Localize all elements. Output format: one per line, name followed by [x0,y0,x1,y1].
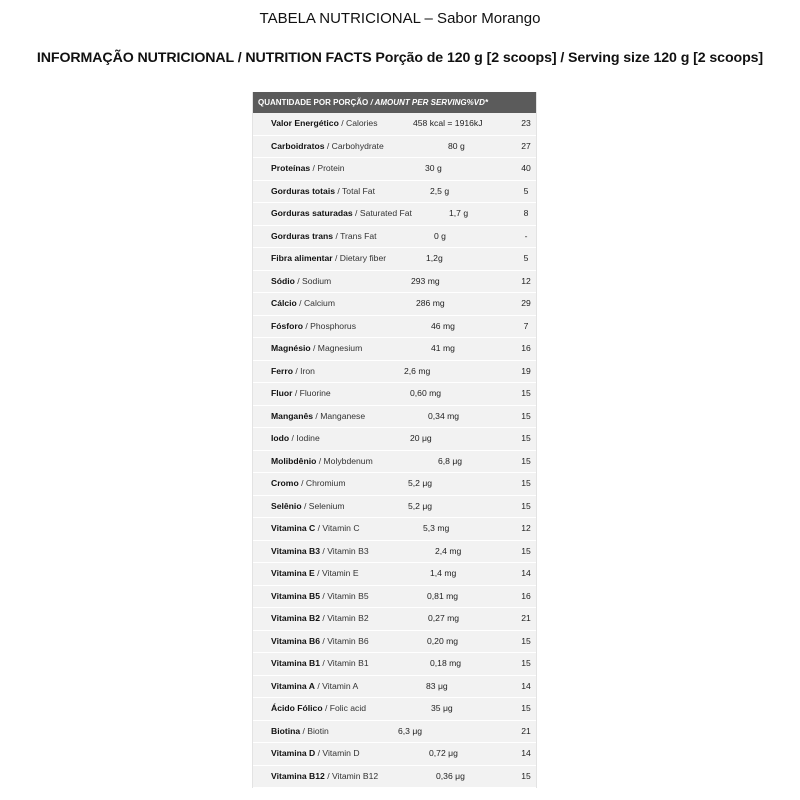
table-row [253,383,536,406]
table-row [253,406,536,429]
nutrient-amount: 20 μg [410,433,432,443]
nutrient-daily-value: 29 [521,298,531,308]
nutrient-name-en: / Vitamin B6 [320,635,369,646]
table-row [253,136,536,159]
table-row [253,451,536,474]
table-header [253,92,536,113]
nutrient-daily-value: 21 [521,725,531,736]
nutrient-name-en: / Carbohydrate [324,140,384,151]
nutrient-name [271,653,369,675]
nutrient-name-en: / Vitamin B2 [320,613,369,623]
page-title: TABELA NUTRICIONAL – Sabor Morango [259,10,541,27]
nutrient-name [271,338,362,360]
nutrient-name-en: / Calories [338,118,378,128]
table-row [253,226,536,249]
nutrient-name-pt: Fibra alimentar [271,253,333,263]
nutrient-amount: 5,3 mg [423,523,450,533]
nutrient-name [271,563,359,585]
nutrient-name [271,766,378,788]
nutrient-amount: 83 μg [426,680,448,691]
nutrient-amount: 0,81 mg [427,590,459,601]
nutrient-name-en: / Manganese [313,410,366,421]
nutrient-name [271,136,384,158]
nutrient-name-pt: Vitamina E [271,568,315,578]
nutrient-daily-value: 14 [521,568,531,578]
nutrient-name-en: / Vitamin B12 [324,770,379,781]
nutrient-daily-value: 7 [523,320,529,331]
nutrient-name [271,316,356,338]
nutrient-amount: 1,2g [426,253,443,263]
nutrient-daily-value: 16 [521,343,531,353]
nutrient-name-pt: Vitamina A [271,680,315,691]
nutrient-name-en: / Folic acid [322,703,367,713]
nutrient-amount: 6,3 μg [398,725,423,736]
nutrient-amount: 0,36 μg [436,770,465,781]
nutrient-name-pt: Ácido Fólico [271,703,323,713]
nutrient-daily-value: 23 [521,118,531,128]
table-row [253,541,536,564]
table-row [253,203,536,226]
nutrient-amount: 2,5 g [430,185,450,196]
table-row [253,698,536,721]
nutrient-daily-value: 15 [521,500,531,511]
table-row [253,428,536,451]
nutrient-name-pt: Valor Energético [271,118,339,128]
nutrient-name-pt: Vitamina B1 [271,658,321,668]
nutrient-name-pt: Cálcio [271,298,297,308]
nutrient-name-pt: Molibdênio [271,455,317,466]
nutrient-amount: 0 g [434,230,446,241]
table-row [253,608,536,631]
nutrient-daily-value: 15 [521,410,531,421]
nutrient-name [271,698,366,720]
nutrient-name [271,743,360,765]
nutrient-amount: 286 mg [416,298,445,308]
table-row [253,158,536,181]
nutrient-name [271,226,377,248]
nutrient-amount: 5,2 μg [408,478,433,488]
nutrient-name-pt: Vitamina B3 [271,545,321,556]
nutrient-daily-value: 15 [521,545,531,556]
nutrient-name [271,586,369,608]
nutrient-name [271,721,329,743]
nutrient-name-en: / Calcium [296,298,335,308]
nutrient-name [271,158,345,180]
nutrient-amount: 0,18 mg [430,658,462,668]
nutrient-name-en: / Dietary fiber [332,253,387,263]
nutrient-name [271,608,369,630]
nutrient-daily-value: 15 [521,770,531,781]
nutrient-daily-value: 8 [523,208,529,218]
nutrient-name-pt: Carboidratos [271,140,325,151]
table-row [253,338,536,361]
nutrient-name-en: / Vitamin E [314,568,359,578]
nutrient-daily-value: 5 [523,185,529,196]
nutrient-name-en: / Protein [310,163,345,173]
table-row [253,113,536,136]
nutrient-name-en: / Vitamin A [314,680,359,691]
table-row [253,316,536,339]
table-header-rest: / AMOUNT PER SERVING%VD* [368,98,488,107]
nutrient-daily-value: 15 [521,635,531,646]
nutrient-daily-value: 40 [521,163,531,173]
table-row [253,473,536,496]
nutrient-name-en: / Vitamin B3 [320,545,369,556]
nutrient-name-pt: Gorduras saturadas [271,208,353,218]
nutrient-daily-value: 15 [521,455,531,466]
nutrient-name-pt: Selênio [271,500,302,511]
nutrient-name-pt: Cromo [271,478,299,488]
nutrient-amount: 80 g [448,140,465,151]
nutrient-name-en: / Selenium [301,500,345,511]
nutrient-name-en: / Vitamin B1 [320,658,369,668]
nutrient-name-pt: Vitamina B6 [271,635,321,646]
nutrient-amount: 30 g [425,163,442,173]
table-row [253,248,536,271]
nutrient-name-en: / Total Fat [335,185,375,196]
nutrient-daily-value: 12 [521,275,531,286]
nutrient-name [271,361,315,383]
nutrient-name-en: / Phosphorus [302,320,357,331]
nutrient-name-pt: Magnésio [271,343,311,353]
table-row [253,653,536,676]
nutrient-daily-value: 12 [521,523,531,533]
nutrient-name-pt: Sódio [271,275,295,286]
table-row [253,721,536,744]
nutrient-name-pt: Gorduras totais [271,185,335,196]
nutrient-name [271,541,369,563]
nutrient-name-en: / Saturated Fat [352,208,412,218]
nutrient-name-pt: Vitamina B2 [271,613,321,623]
nutrient-daily-value: 15 [521,658,531,668]
nutrient-name-en: / Molybdenum [316,455,373,466]
nutrient-amount: 0,20 mg [427,635,459,646]
nutrient-amount: 6,8 μg [438,455,463,466]
nutrient-name [271,473,346,495]
table-row [253,743,536,766]
table-body [253,113,536,788]
table-row [253,676,536,699]
nutrient-daily-value: 16 [521,590,531,601]
nutrient-name-pt: Ferro [271,365,293,376]
nutrient-daily-value: 5 [523,253,529,263]
nutrient-name [271,631,369,653]
nutrient-name-pt: Vitamina B5 [271,590,321,601]
table-row [253,518,536,541]
nutrient-amount: 46 mg [431,320,455,331]
table-header-pt: QUANTIDADE POR PORÇÃO [258,98,369,107]
nutrient-name [271,676,358,698]
nutrient-amount: 2,4 mg [435,545,462,556]
nutrient-daily-value: 15 [521,388,531,398]
nutrient-name-pt: Gorduras trans [271,230,334,241]
nutrient-name-en: / Vitamin B5 [320,590,369,601]
nutrient-name [271,293,335,315]
nutrient-name-en: / Biotin [300,725,329,736]
table-row [253,766,536,789]
nutrient-amount: 0,72 μg [429,748,458,758]
table-row [253,631,536,654]
nutrient-name [271,406,365,428]
nutrient-name [271,113,378,135]
nutrient-name [271,271,331,293]
table-row [253,293,536,316]
nutrient-amount: 1,4 mg [430,568,457,578]
nutrient-name [271,518,360,540]
nutrient-amount: 0,27 mg [428,613,460,623]
nutrient-daily-value: 14 [521,680,531,691]
nutrition-table [252,92,537,788]
nutrient-name-pt: Biotina [271,725,301,736]
nutrient-name-en: / Iron [292,365,315,376]
table-row [253,271,536,294]
nutrient-name-pt: Vitamina B12 [271,770,325,781]
nutrient-amount: 0,34 mg [428,410,460,421]
nutrient-daily-value: 27 [521,140,531,151]
nutrient-name-en: / Chromium [298,478,346,488]
nutrient-amount: 41 mg [431,343,455,353]
nutrient-name [271,203,412,225]
nutrient-name-pt: Vitamina D [271,748,316,758]
nutrient-name-en: / Sodium [294,275,332,286]
nutrient-daily-value: 15 [521,703,531,713]
nutrient-name [271,383,331,405]
table-row [253,586,536,609]
nutrient-name-pt: Iodo [271,433,290,443]
nutrient-name-en: / Magnesium [310,343,363,353]
nutrient-amount: 1,7 g [449,208,469,218]
nutrient-amount: 458 kcal = 1916kJ [413,118,483,128]
nutrient-amount: 35 μg [431,703,453,713]
nutrient-name [271,181,375,203]
table-row [253,361,536,384]
page-subtitle: INFORMAÇÃO NUTRICIONAL / NUTRITION FACTS Porção de 120 g [2 scoops] / Serving size 120 g [2 scoops] [36,50,764,66]
nutrient-name-en: / Vitamin C [315,523,360,533]
nutrient-daily-value: 14 [521,748,531,758]
nutrient-name-pt: Fósforo [271,320,303,331]
nutrient-amount: 293 mg [411,275,440,286]
nutrient-name [271,248,386,270]
nutrient-name-en: / Fluorine [292,388,331,398]
nutrient-name-en: / Trans Fat [333,230,377,241]
nutrient-name-pt: Fluor [271,388,293,398]
nutrient-daily-value: 19 [521,365,531,376]
nutrient-amount: 0,60 mg [410,388,442,398]
nutrient-name [271,451,373,473]
nutrient-amount: 5,2 μg [408,500,433,511]
nutrient-name-en: / Vitamin D [315,748,360,758]
nutrient-daily-value: 21 [521,613,531,623]
nutrient-name [271,428,320,450]
nutrient-name-en: / Iodine [289,433,320,443]
table-row [253,563,536,586]
table-row [253,496,536,519]
nutrient-daily-value: 15 [521,478,531,488]
table-row [253,181,536,204]
nutrient-daily-value: - [524,230,528,241]
nutrient-name-pt: Proteínas [271,163,311,173]
nutrient-amount: 2,6 mg [404,365,431,376]
nutrient-name-pt: Vitamina C [271,523,316,533]
nutrient-name [271,496,345,518]
nutrient-daily-value: 15 [521,433,531,443]
nutrient-name-pt: Manganês [271,410,314,421]
